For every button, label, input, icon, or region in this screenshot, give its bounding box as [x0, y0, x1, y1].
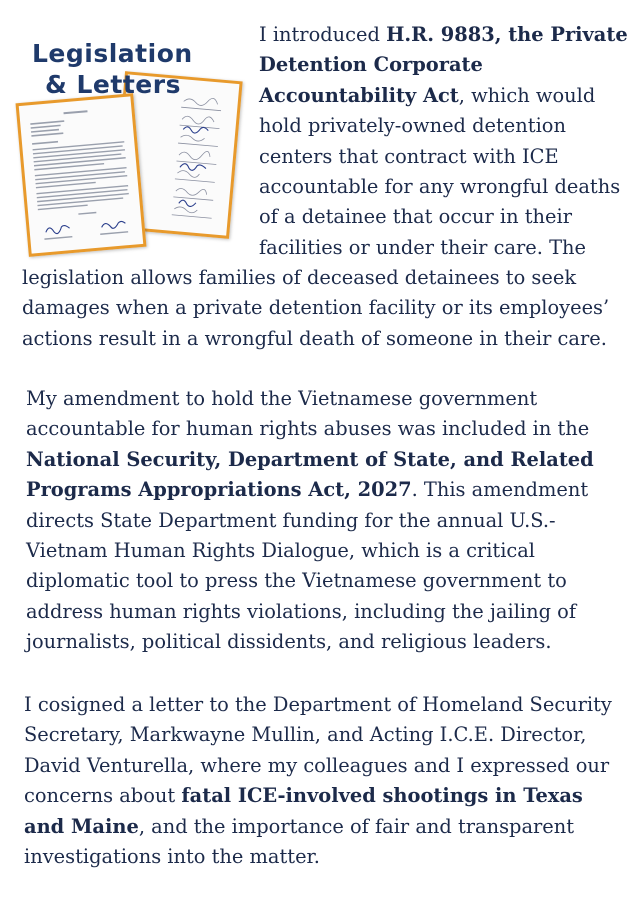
ice-shootings-topic: fatal ICE-involved shootings in Texas and Maine	[24, 784, 583, 838]
hr-9883-paragraph-continued: legislation allows families of deceased detainees to seek damages when a private detention facility or its employees’ actions result in a wrongful death of someone in their care.	[22, 266, 610, 350]
vietnam-amendment-paragraph	[26, 384, 626, 658]
legislation-letters-graphic	[18, 18, 250, 248]
section-title-line1: Legislation	[32, 39, 193, 68]
dhs-letter-conclusion: , and the importance of fair and transparent investigations into the matter.	[24, 814, 575, 869]
hr-9883-description: , which would hold privately-owned detention centers that contract with ICE accountable for any wrongful deaths of a detainee that occur in their facilities or under their care. The	[259, 83, 621, 259]
appropriations-act-name: National Security, Department of State, and Related Programs Appropriations Act, 2027	[26, 447, 594, 502]
hr-9883-bill-name: H.R. 9883, the Private Detention Corporate Accountability Act	[259, 23, 628, 107]
dhs-letter-intro: I cosigned a letter to the Department of Homeland Security Secretary, Markwayne Mullin, and Acting I.C.E. Director, David Venturella, where my colleagues and I expressed our concerns about	[24, 693, 612, 808]
vietnam-amendment-intro: My amendment to hold the Vietnamese government accountable for human rights abuses was included in the	[26, 387, 590, 441]
section-title	[32, 38, 193, 100]
hr-9883-paragraph	[259, 20, 631, 263]
section-title-line2: & Letters	[45, 70, 181, 99]
dhs-letter-paragraph	[24, 690, 624, 872]
letter-document-image	[16, 93, 147, 257]
vietnam-amendment-description: . This amendment directs State Department funding for the annual U.S.-Vietnam Human Rights Dialogue, which is a critical diplomatic tool to press the Vietnamese government to address human rights violations, including the jailing of journalists, political dissidents, and religious leaders.	[26, 478, 589, 654]
hr-9883-intro: I introduced	[259, 23, 387, 46]
